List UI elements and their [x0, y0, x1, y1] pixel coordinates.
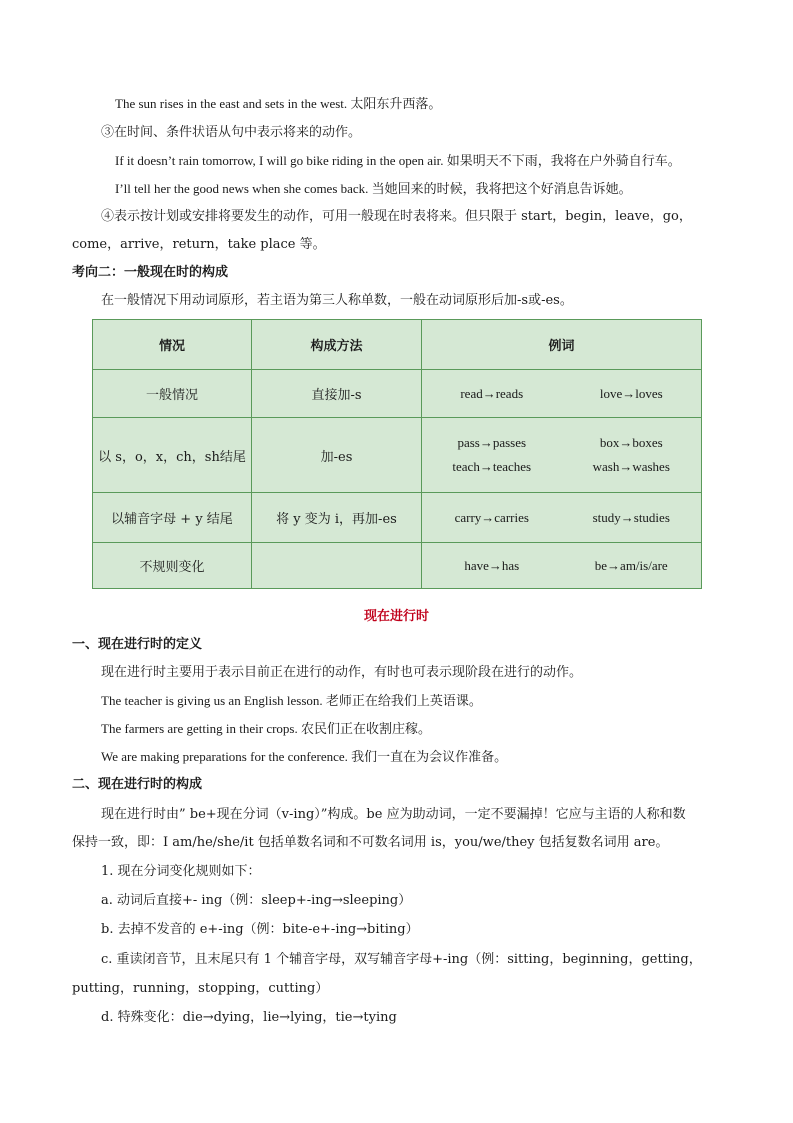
heading-definition: 一、现在进行时的定义 — [72, 637, 203, 652]
rule-c: c. 重读闭音节，且末尾只有 1 个辅音字母，双写辅音字母+-ing（例：sitting，beginning，getting， — [101, 952, 702, 967]
example-news: I’ll tell her the good news when she comes back. 当她回来的时候，我将把这个好消息告诉她。 — [115, 181, 632, 196]
method-cell — [252, 543, 422, 589]
case-cell: 以辅音字母 + y 结尾 — [93, 493, 252, 543]
case-cell: 一般情况 — [93, 370, 252, 418]
example-word: teach→teaches — [452, 459, 532, 474]
example-word: have→has — [464, 557, 520, 573]
examples-cell — [422, 370, 702, 418]
example-word: carry→carries — [454, 509, 529, 525]
example-word: wash→washes — [592, 459, 670, 474]
rule-b: b. 去掉不发音的 e+-ing（例：bite-e+-ing→biting） — [101, 922, 419, 937]
rule-4-cont: come，arrive，return，take place 等。 — [72, 237, 326, 252]
method-cell: 将 y 变为 i，再加-es — [252, 493, 422, 543]
example-word: love→loves — [599, 385, 663, 401]
rule-4: ④表示按计划或安排将要发生的动作，可用一般现在时表将来。但只限于 start，begin，leave，go， — [101, 209, 692, 224]
rule-3: ③在时间、条件状语从句中表示将来的动作。 — [101, 125, 362, 140]
table-row — [93, 543, 702, 589]
table-row — [93, 370, 702, 418]
intro-paragraph: 在一般情况下用动词原形，若主语为第三人称单数，一般在动词原形后加-s或-es。 — [101, 293, 573, 308]
section-title: 现在进行时 — [363, 609, 429, 624]
rule-d: d. 特殊变化：die→dying，lie→lying，tie→tying — [101, 1010, 397, 1025]
case-cell: 不规则变化 — [93, 543, 252, 589]
construction-paragraph-cont: 保持一致，即：I am/he/she/it 包括单数名词和不可数名词用 is，you/we/they 包括复数名词用 are。 — [72, 835, 669, 850]
example-rain: If it doesn’t rain tomorrow, I will go bike riding in the open air. 如果明天不下雨，我将在户外骑自行车。 — [115, 153, 681, 168]
table-row — [93, 418, 702, 493]
examples-cell — [422, 543, 702, 589]
example-word: be→am/is/are — [594, 557, 668, 573]
example-word: box→boxes — [599, 435, 663, 450]
header-examples: 例词 — [422, 320, 702, 370]
case-cell: 以 s，o，x，ch，sh结尾 — [93, 418, 252, 493]
construction-paragraph: 现在进行时由” be+现在分词（v-ing）”构成。be 应为助动词，一定不要漏掉！它应与主语的人称和数 — [101, 807, 686, 822]
rules-intro: 1. 现在分词变化规则如下： — [101, 864, 261, 879]
rule-c-cont: putting，running，stopping，cutting） — [72, 981, 329, 996]
heading-kaoxiang-2: 考向二：一般现在时的构成 — [72, 265, 229, 280]
example-sun: The sun rises in the east and sets in the west. 太阳东升西落。 — [115, 96, 442, 111]
header-method: 构成方法 — [252, 320, 422, 370]
heading-construction: 二、现在进行时的构成 — [72, 777, 203, 792]
example-conference: We are making preparations for the conference. 我们一直在为会议作准备。 — [101, 749, 508, 764]
example-word: read→reads — [460, 385, 524, 401]
examples-cell — [422, 493, 702, 543]
method-cell: 加-es — [252, 418, 422, 493]
definition-paragraph: 现在进行时主要用于表示目前正在进行的动作，有时也可表示现阶段在进行的动作。 — [101, 665, 583, 680]
example-teacher: The teacher is giving us an English lesson. 老师正在给我们上英语课。 — [101, 693, 482, 708]
table-row — [93, 493, 702, 543]
example-farmers: The farmers are getting in their crops. 农民们正在收割庄稼。 — [101, 721, 431, 736]
example-word: study→studies — [592, 509, 670, 525]
rule-a: a. 动词后直接+- ing（例：sleep+-ing→sleeping） — [101, 893, 412, 908]
conjugation-table — [92, 319, 702, 589]
examples-cell — [422, 418, 702, 493]
example-word: pass→passes — [457, 435, 527, 450]
method-cell: 直接加-s — [252, 370, 422, 418]
header-case: 情况 — [93, 320, 252, 370]
